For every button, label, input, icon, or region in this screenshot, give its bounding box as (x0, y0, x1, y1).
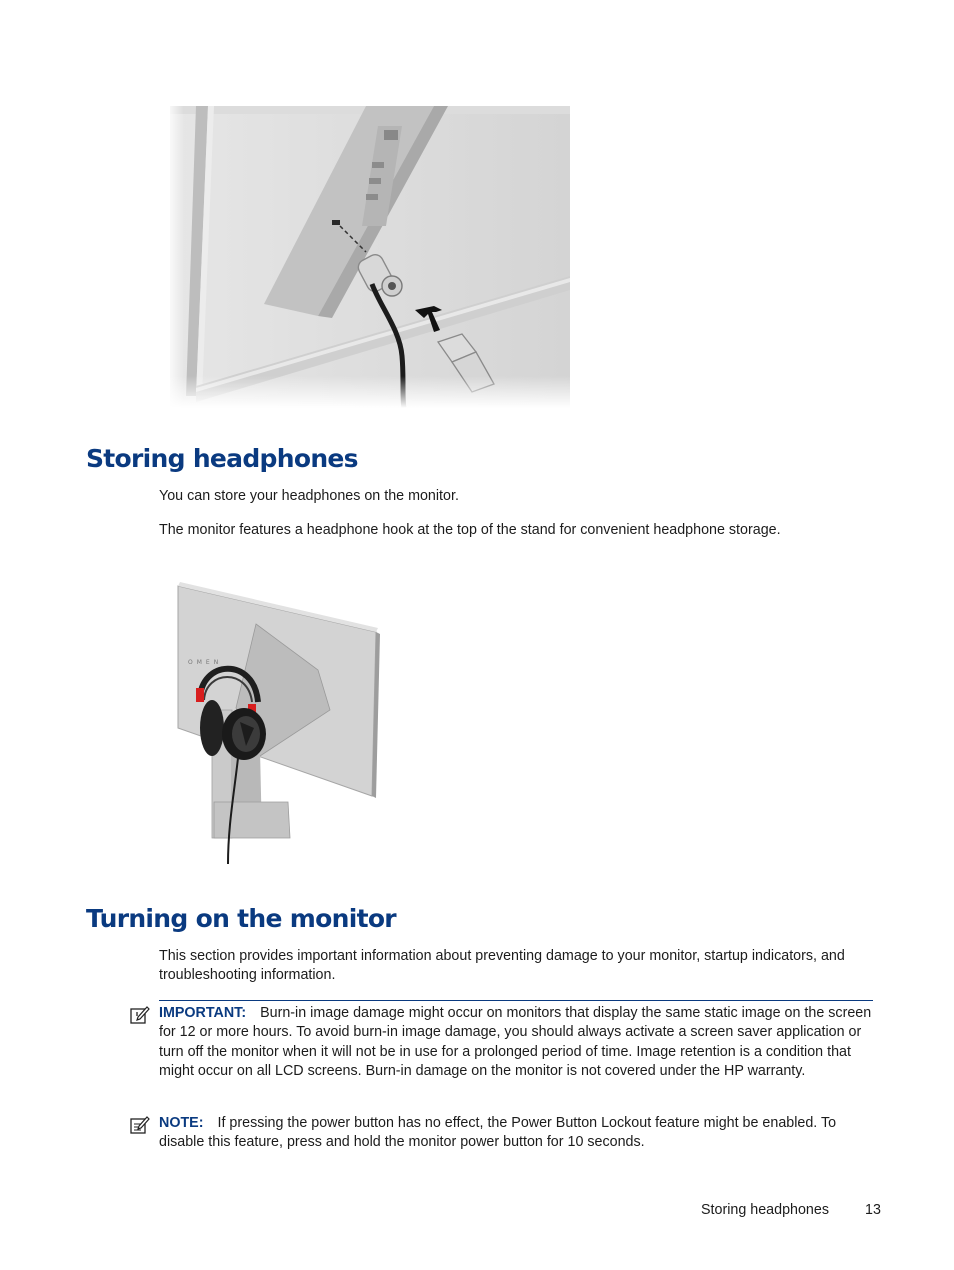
note-text: If pressing the power button has no effect, the Power Button Lockout feature might be enabled. To disable this feature, press and hold the monitor power button for 10 seconds. (159, 1115, 837, 1151)
paragraph: You can store your headphones on the monitor. (159, 488, 459, 504)
callout-rule (159, 1000, 873, 1001)
important-pencil-icon (130, 1005, 150, 1025)
section-title: Storing headphones (86, 444, 358, 473)
section-title: Turning on the monitor (86, 904, 396, 933)
headphone-hook-illustration (170, 580, 385, 870)
paragraph: The monitor features a headphone hook at the top of the stand for convenient headphone storage. (159, 522, 781, 538)
note-callout (159, 1114, 874, 1153)
svg-text:OMEN: OMEN (188, 659, 223, 666)
important-label: IMPORTANT: (159, 1005, 247, 1021)
note-pencil-icon (130, 1115, 150, 1135)
footer-section-name: Storing headphones (701, 1202, 829, 1218)
paragraph: This section provides important information about preventing damage to your monitor, startup indicators, and troubleshooting information. (159, 948, 845, 984)
important-text: Burn-in image damage might occur on monitors that display the same static image on the screen for 12 or more hours. To avoid burn-in image damage, you should always activate a screen saver application or turn off the monitor when it will not be in use for a prolonged period of time. Image retention is a condition that might occur on all LCD screens. Burn-in damage on the monitor is not covered under the HP warranty. (159, 1005, 872, 1079)
cable-lock-illustration (166, 106, 570, 408)
important-callout (159, 1004, 874, 1081)
note-label: NOTE: (159, 1115, 204, 1131)
page-number: 13 (865, 1202, 881, 1218)
